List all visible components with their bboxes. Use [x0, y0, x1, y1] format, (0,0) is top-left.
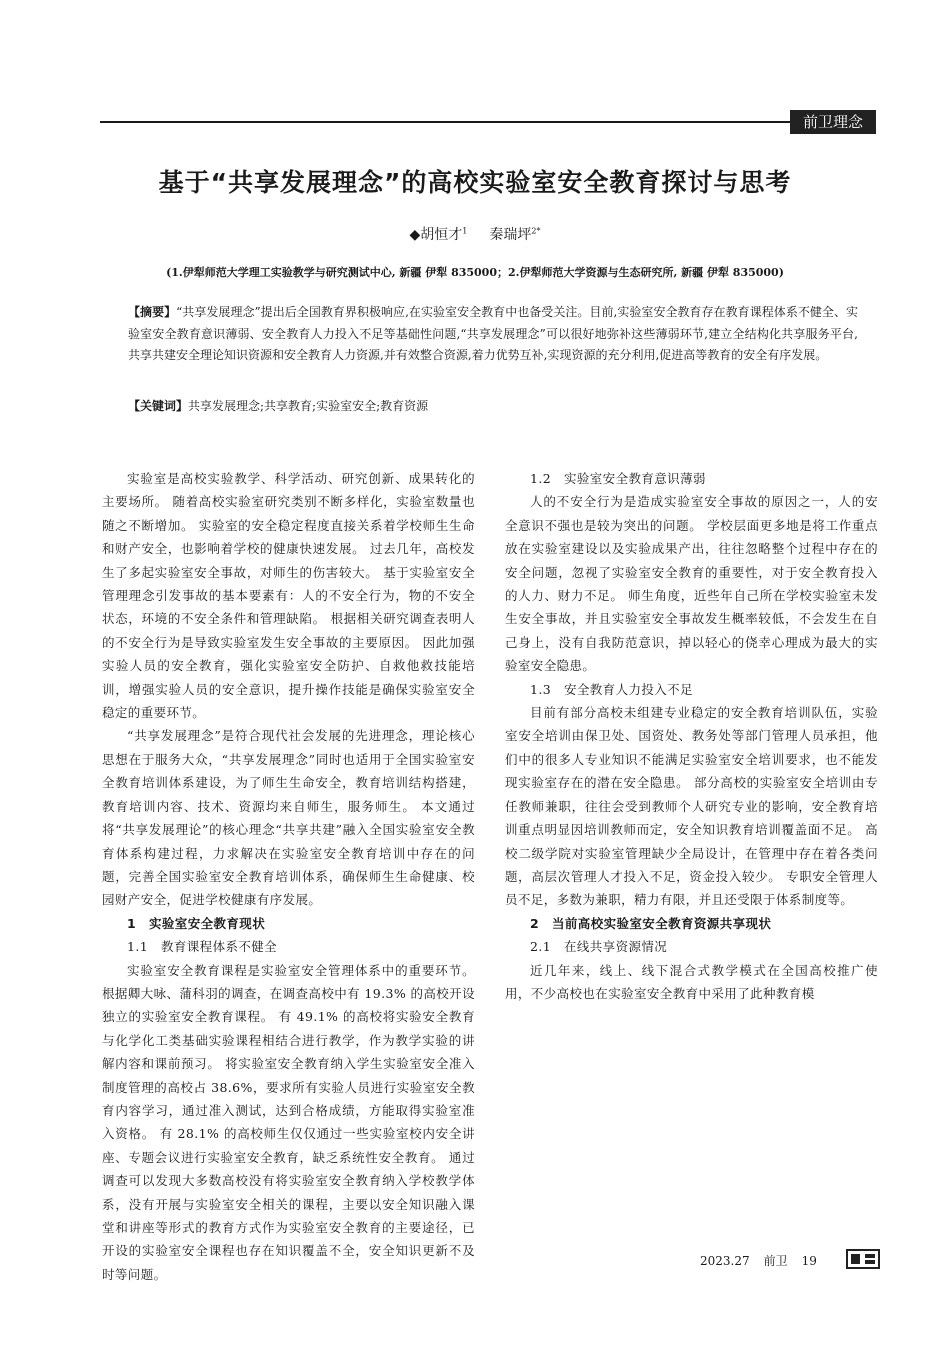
abstract-text: “共享发展理念”提出后全国教育界积极响应,在实验室安全教育中也备受关注。目前,实验室安全教育存在教育课程体系不健全、实验室安全教育意识薄弱、安全教育人力投入不足等基础性问题,“共享发展理念”可以很好地弥补这些薄弱环节,建立全结构化共享服务平台,共享共建安全理论知识资源和安全教育人力资源,并有效整合资源,着力优势互补,实现资源的充分利用,促进高等教育的安全有序发展。: [128, 305, 858, 362]
paragraph: 实验室是高校实验教学、科学活动、研究创新、成果转化的主要场所。 随着高校实验室研究类别不断多样化，实验室数量也随之不断增加。 实验室的安全稳定程度直接关系着学校师生生命和财产安全，也影响着学校的健康快速发展。 过去几年，高校发生了多起实验室安全事故，对师生的伤害较大。 基于实验室安全管理理念引发事故的基本要素有：人的不安全行为，物的不安全状态，环境的不安全条件和管理缺陷。 根据相关研究调查表明人的不安全行为是导致实验室发生安全事故的主要原因。 因此加强实验人员的安全教育，强化实验室安全防护、自救他救技能培训，增强实验人员的安全意识，提升操作技能是确保实验室安全稳定的重要环节。: [102, 471, 475, 721]
page-footer: [700, 1252, 831, 1269]
article-title: 基于“共享发展理念”的高校实验室安全教育探讨与思考: [158, 168, 792, 197]
author-first: 胡恒才: [420, 227, 463, 243]
keywords: [128, 397, 858, 414]
author-line: [0, 224, 950, 244]
section-heading: 2 当前高校实验室安全教育资源共享现状: [530, 915, 772, 931]
subsection-heading: 1.3 安全教育人力投入不足: [530, 681, 693, 697]
section-heading: 1 实验室安全教育现状: [127, 915, 266, 931]
paragraph: 近几年来，线上、线下混合式教学模式在全国高校推广使用，不少高校也在实验室安全教育中采用了此种教育模: [505, 962, 878, 1001]
affiliation: (1.伊犁师范大学理工实验教学与研究测试中心, 新疆 伊犁 835000；2.伊犁师范大学资源与生态研究所, 新疆 伊犁 835000): [166, 266, 784, 279]
subsection-heading: 1.2 实验室安全教育意识薄弱: [530, 471, 706, 486]
author-first-sup: 1: [462, 226, 468, 236]
diamond-icon: ◆: [409, 227, 421, 243]
footer-issue: 2023.27: [700, 1254, 750, 1268]
footer-page: 19: [801, 1254, 817, 1268]
column-right-content: [505, 467, 878, 1005]
author-second-sup: 2*: [531, 226, 541, 236]
keywords-label: 【关键词】: [128, 399, 189, 413]
subsection-heading: 1.1 教育课程体系不健全: [127, 939, 278, 955]
section-tag: 前卫理念: [790, 110, 876, 134]
abstract: [128, 302, 858, 367]
paragraph: 目前有部分高校未组建专业稳定的安全教育培训队伍，实验室安全培训由保卫处、国资处、教务处等部门管理人员承担，他们中的很多人专业知识不能满足实验室安全培训要求，也不能发现实验室存在的潜在安全隐患。 部分高校的实验室安全培训由专任教师兼职，往往会受到教师个人研究专业的影响，安全教育培训重点明显因培训教师而定，安全知识教育培训覆盖面不足。 高校二级学院对实验室管理缺少全局设计，在管理中存在着各类问题，高层次管理人才投入不足，资金投入较少。 专职安全管理人员不足，多数为兼职，精力有限，并且还受限于体系制度等。: [505, 705, 878, 908]
paragraph: 人的不安全行为是造成实验室安全事故的原因之一，人的安全意识不强也是较为突出的问题。 学校层面更多地是将工作重点放在实验室建设以及实验成果产出，往往忽略整个过程中存在的安全问题，忽视了实验室安全教育的重要性，对于安全教育投入的人力、财力不足。 师生角度，近些年自己所在学校实验室未发生安全事故，并且实验室安全事故发生概率较低，不会发生在自己身上，没有自我防范意识，掉以轻心的侥幸心理成为最大的实验室安全隐患。: [505, 494, 878, 674]
keywords-text: 共享发展理念;共享教育;实验室安全;教育资源: [188, 399, 429, 413]
paragraph: “共享发展理念”是符合现代社会发展的先进理念，理论核心思想在于服务大众，“共享发展理念”同时也适用于全国实验室安全教育培训体系建设，为了师生生命安全，教育培训结构搭建，教育培训内容、技术、资源均来自师生，服务师生。 本文通过将“共享发展理论”的核心理念“共享共建”融入全国实验室安全教育体系构建过程，力求解决在实验室安全教育培训中存在的问题，完善全国实验室安全教育培训体系，确保师生生命健康、校园财产安全，促进学校健康有序发展。: [102, 728, 475, 908]
author-second: 秦瑞坪: [489, 227, 532, 243]
header-rule: [100, 121, 790, 123]
subsection-heading: 2.1 在线共享资源情况: [530, 939, 668, 955]
footer-journal: 前卫: [763, 1254, 788, 1268]
column-left: [102, 467, 475, 1286]
journal-logo-icon: [846, 1249, 880, 1269]
abstract-label: 【摘要】: [128, 305, 177, 319]
paragraph: 实验室安全教育课程是实验室安全管理体系中的重要环节。 根据卿大咏、蒲科羽的调查，在调查高校中有 19.3% 的高校开设独立的实验室安全教育课程。 有 49.1% 的高校将实验安全教育与化学化工类基础实验课程相结合进行教学，作为教学实验的讲解内容和课前预习。 将实验室安全教育纳入学生实验室安全准入制度管理的高校占 38.6%，要求所有实验人员进行实验室安全教育内容学习，通过准入测试，达到合格成绩，方能取得实验室准入资格。 有 28.1% 的高校师生仅仅通过一些实验室校内安全讲座、专题会议进行实验室安全教育，缺乏系统性安全教育。 通过调查可以发现大多数高校没有将实验室安全教育纳入学校教学体系，没有开展与实验室安全相关的课程，主要以安全知识融入课堂和讲座等形式的教育方式作为实验室安全教育的主要途径，已开设的实验室安全课程也存在知识覆盖不全，安全知识更新不及时等问题。: [102, 962, 475, 1282]
